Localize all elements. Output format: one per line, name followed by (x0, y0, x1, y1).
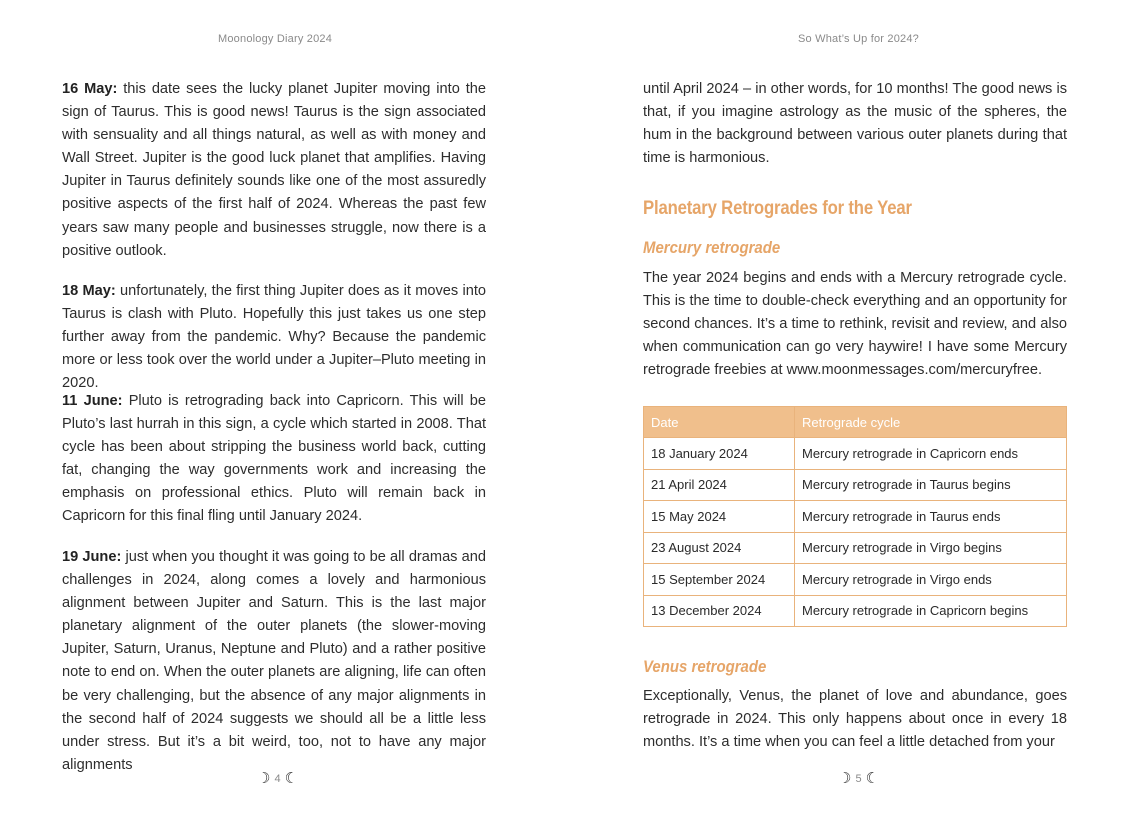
table-row (644, 595, 1067, 627)
entry-date: 16 May: (62, 81, 118, 97)
section-heading: Planetary Retrogrades for the Year (643, 198, 912, 219)
waning-moon-icon: ☾ (284, 770, 299, 787)
running-head-left: Moonology Diary 2024 (218, 33, 333, 45)
waxing-moon-icon: ☽ (257, 770, 271, 787)
entry-date: 19 June: (62, 549, 122, 565)
running-head-right: So What’s Up for 2024? (798, 33, 919, 45)
page-number-left (257, 771, 298, 786)
entry-11-june (62, 390, 486, 529)
retrograde-table (643, 406, 1067, 627)
entry-text: just when you thought it was going to be all dramas and challenges in 2024, along comes a lovely and harmonious alignment between Jupiter and Saturn. This is the last major planetary alignment of the outer planets (the slower-moving Jupiter, Saturn, Uranus, Neptune and Pluto) and a rather positive note to end on. When the outer planets are aligning, life can often be very challenging, but the absence of any major alignments in the second half of 2024 suggests we should all be a little less under stress. But it’s a bit weird, too, not to have any major alignments (62, 549, 486, 773)
entry-text: this date sees the lucky planet Jupiter moving into the sign of Taurus. This is good news! Taurus is the sign associated with sensuality and all things natural, as well as with money and Wall Street. Jupiter is the good luck planet that amplifies. Having Jupiter in Taurus definitely sounds like one of the most assuredly positive aspects of the first half of 2024. Whereas the past few years saw many people and businesses struggle, now there is a positive outlook. (62, 81, 486, 259)
table-row (644, 532, 1067, 564)
date-cell: 18 January 2024 (644, 438, 795, 470)
page-number: 4 (274, 772, 281, 785)
page-number-right (838, 771, 879, 786)
column-header-date: Date (644, 407, 795, 438)
table-header-row (644, 407, 1067, 438)
cycle-cell: Mercury retrograde in Capricorn ends (795, 438, 1067, 470)
page-number: 5 (855, 772, 862, 785)
cycle-cell: Mercury retrograde in Taurus ends (795, 501, 1067, 533)
date-cell: 15 May 2024 (644, 501, 795, 533)
cycle-cell: Mercury retrograde in Capricorn begins (795, 595, 1067, 627)
waning-moon-icon: ☾ (865, 770, 880, 787)
venus-paragraph: Exceptionally, Venus, the planet of love and abundance, goes retrograde in 2024. This only happens about once in every 18 months. It’s a time when you can feel a little detached from your (643, 688, 1067, 751)
cycle-cell: Mercury retrograde in Taurus begins (795, 469, 1067, 501)
entry-16-may (62, 78, 486, 263)
cycle-cell: Mercury retrograde in Virgo ends (795, 564, 1067, 596)
table-row (644, 501, 1067, 533)
entry-19-june (62, 546, 486, 777)
date-cell: 13 December 2024 (644, 595, 795, 627)
left-page (0, 0, 560, 829)
date-cell: 23 August 2024 (644, 532, 795, 564)
table-row (644, 469, 1067, 501)
column-header-cycle: Retrograde cycle (795, 407, 1067, 438)
venus-heading: Venus retrograde (643, 657, 767, 676)
entry-text: unfortunately, the first thing Jupiter does as it moves into Taurus is clash with Pluto. Hopefully this just takes us one step further away from the pandemic. Why? Because the pandemic more or less took over the world under a Jupiter–Pluto meeting in 2020. (62, 283, 486, 392)
table-row (644, 438, 1067, 470)
entry-date: 18 May: (62, 283, 116, 299)
intro-paragraph: until April 2024 – in other words, for 10 months! The good news is that, if you imagine astrology as the music of the spheres, the hum in the background between various outer planets during that time is harmonious. (643, 81, 1067, 167)
date-cell: 21 April 2024 (644, 469, 795, 501)
mercury-paragraph: The year 2024 begins and ends with a Mercury retrograde cycle. This is the time to double-check everything and an opportunity for second chances. It’s a time to rethink, revisit and review, and also when communication can go very haywire! I have some Mercury retrograde freebies at www.moonmessages.com/mercuryfree. (643, 270, 1067, 379)
entry-text: Pluto is retrograding back into Capricorn. This will be Pluto’s last hurrah in this sign, a cycle which started in 2008. That cycle has been about stripping the business world back, cutting fat, changing the way governments work and increasing the emphasis on professional ethics. Pluto will remain back in Capricorn for this final fling until January 2024. (62, 393, 487, 525)
mercury-heading: Mercury retrograde (643, 238, 781, 257)
cycle-cell: Mercury retrograde in Virgo begins (795, 532, 1067, 564)
entry-date: 11 June: (62, 393, 123, 409)
waxing-moon-icon: ☽ (838, 770, 852, 787)
right-page (566, 0, 1131, 829)
entry-18-may (62, 280, 486, 395)
table-row (644, 564, 1067, 596)
date-cell: 15 September 2024 (644, 564, 795, 596)
